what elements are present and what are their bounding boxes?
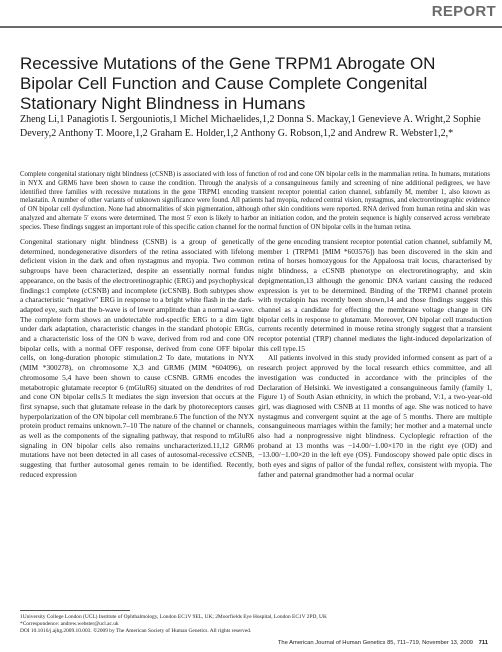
- journal-footer: [278, 640, 488, 646]
- affiliation-footnote: 1University College London (UCL) Institute of Ophthalmology, London EC1V 9EL, UK; 2Moorfields Eye Hospital, London EC1V 2PD, UK: [20, 614, 327, 620]
- article-title: Recessive Mutations of the Gene TRPM1 Abrogate ON Bipolar Cell Function and Cause Complete Congenital Stationary Night Blindness in Humans: [20, 54, 436, 113]
- journal-citation: The American Journal of Human Genetics 85, 711–719, November 13, 2009: [277, 640, 474, 646]
- doi-footnote: DOI 10.1016/j.ajhg.2009.10.003. ©2009 by The American Society of Human Genetics. All rights reserved.: [20, 628, 252, 634]
- footnote-divider: [20, 610, 130, 611]
- body-column-left: [20, 237, 254, 480]
- body-paragraph: All patients involved in this study provided informed consent as part of a research project approved by the local research ethics committee, and all investigation was conducted in accordance with the principles of the Declaration of Helsinki. We investigated a consanguineous family (family 1, Figure 1) of South Asian ethnicity, in which the proband, V:1, a two-year-old girl, was diagnosed with CSNB at 11 months of age. She was noticed to have nystagmus and convergent squint at the age of 5 months. There are multiple consanguineous marriages within the family; her mother and a maternal uncle also had a nonprogressive night blindness. Cycloplegic refraction of the proband at 13 months was −14.00/−1.00×170 in the right eye (OD) and −13.00/−1.00×20 in the left eye (OS). Fundoscopy showed pale optic discs in both eyes and signs of pallor of the fundal reflex, consistent with myopia. The father and paternal grandmother had a normal ocular: [258, 353, 492, 479]
- body-paragraph: of the gene encoding transient receptor potential cation channel, subfamily M, member 1 (TRPM1 [MIM *603576]) has been discovered in the skin and retina of horses homozygous for the Appaloosa trait locus, characterised by night blindness, a cCSNB phenotype on electroretinography, and skin depigmentation,13 although the genomic DNA variant causing the reduced expression is yet to be determined. Binding of the TRPM1 channel protein with nyctalopin has recently been shown,14 and those findings suggest this channel as a candidate for effecting the membrane voltage change in ON bipolar cells in response to glutamate. Moreover, ON bipolar cell transduction currents recently determined in mouse retina strongly suggest that a transient receptor potential (TRP) channel mediates the light-induced depolarization of this cell type.15: [258, 237, 492, 353]
- correspondence-footnote: *Correspondence: andrew.webster@ucl.ac.uk: [20, 621, 119, 627]
- author-list: Zheng Li,1 Panagiotis I. Sergouniotis,1 Michel Michaelides,1,2 Donna S. Mackay,1 Genevieve A. Wright,2 Sophie Devery,2 Anthony T. Moore,1,2 Graham E. Holder,1,2 Anthony G. Robson,1,2 and Andrew R. Webster1,2,*: [20, 114, 481, 139]
- report-label: REPORT: [431, 3, 496, 20]
- body-column-right: [258, 237, 492, 480]
- page-number: 711: [478, 640, 488, 646]
- footnotes: [20, 614, 490, 635]
- body-paragraph: Congenital stationary night blindness (CSNB) is a group of genetically determined, nondegenerative disorders of the retina associated with lifelong deficient vision in the dark and often nystagmus and myopia. Two common subgroups have been characterized, despite an essentially normal fundus appearance, on the basis of the electroretinographic (ERG) and psychophysical findings:1 complete (cCSNB) and incomplete (icCSNB). Both subtypes show a characteristic “negative” ERG in response to a bright white flash in the dark-adapted eye, such that the b-wave is of lower amplitude than a normal a-wave. The complete form shows an undetectable rod-specific ERG to a dim light under dark adaptation, characteristic changes in the standard photopic ERGs, and a characteristic loss of the ON b wave, derived from rod and cone ON bipolar cells, with a normal OFF response, derived from cone OFF bipolar cells, on long-duration photopic stimulation.2 To date, mutations in NYX (MIM *300278), on chromosome X,3 and GRM6 (MIM *604096), on chromosome 5,4 have been shown to cause cCSNB. GRM6 encodes the metabotropic glutamate receptor 6 (mGluR6) situated on the dendrites of rod and cone ON bipolar cells.5 It mediates the sign inversion that occurs at the first synapse, such that glutamate release in the dark by photoreceptors causes hyperpolarization of the ON bipolar cell membrane.6 The function of the NYX protein product remains unknown.7–10 The nature of the channel or channels, as well as the components of the signaling pathway, that respond to mGluR6 signaling in ON bipolar cells also remains uncharacterized.11,12 GRM6 mutations have not been detected in all cases of autosomal-recessive cCSNB, suggesting that further autosomal genes remain to be identified. Recently, reduced expression: [20, 237, 254, 479]
- report-header-bar: [0, 0, 502, 28]
- abstract: Complete congenital stationary night blindness (cCSNB) is associated with loss of function of rod and cone ON bipolar cells in the mammalian retina. In humans, mutations in NYX and GRM6 have been shown to cause the condition. Through the analysis of a consanguineous family and screening of nine additional pedigrees, we have identified three families with recessive mutations in the gene TRPM1 encoding transient receptor potential cation channel, subfamily M, member 1, also known as melastatin. A number of other variants of unknown significance were found. All patients had myopia, reduced central vision, nystagmus, and electroretinographic evidence of ON bipolar cell dysfunction. None had abnormalities of skin pigmentation, although other skin conditions were reported. RNA derived from human retina and skin was analyzed and alternate 5′ exons were determined. The most 5′ exon is likely to harbor an initiation codon, and the protein sequence is highly conserved across vertebrate species. These findings suggest an important role of this specific cation channel for the normal function of ON bipolar cells in the human retina.: [20, 171, 490, 231]
